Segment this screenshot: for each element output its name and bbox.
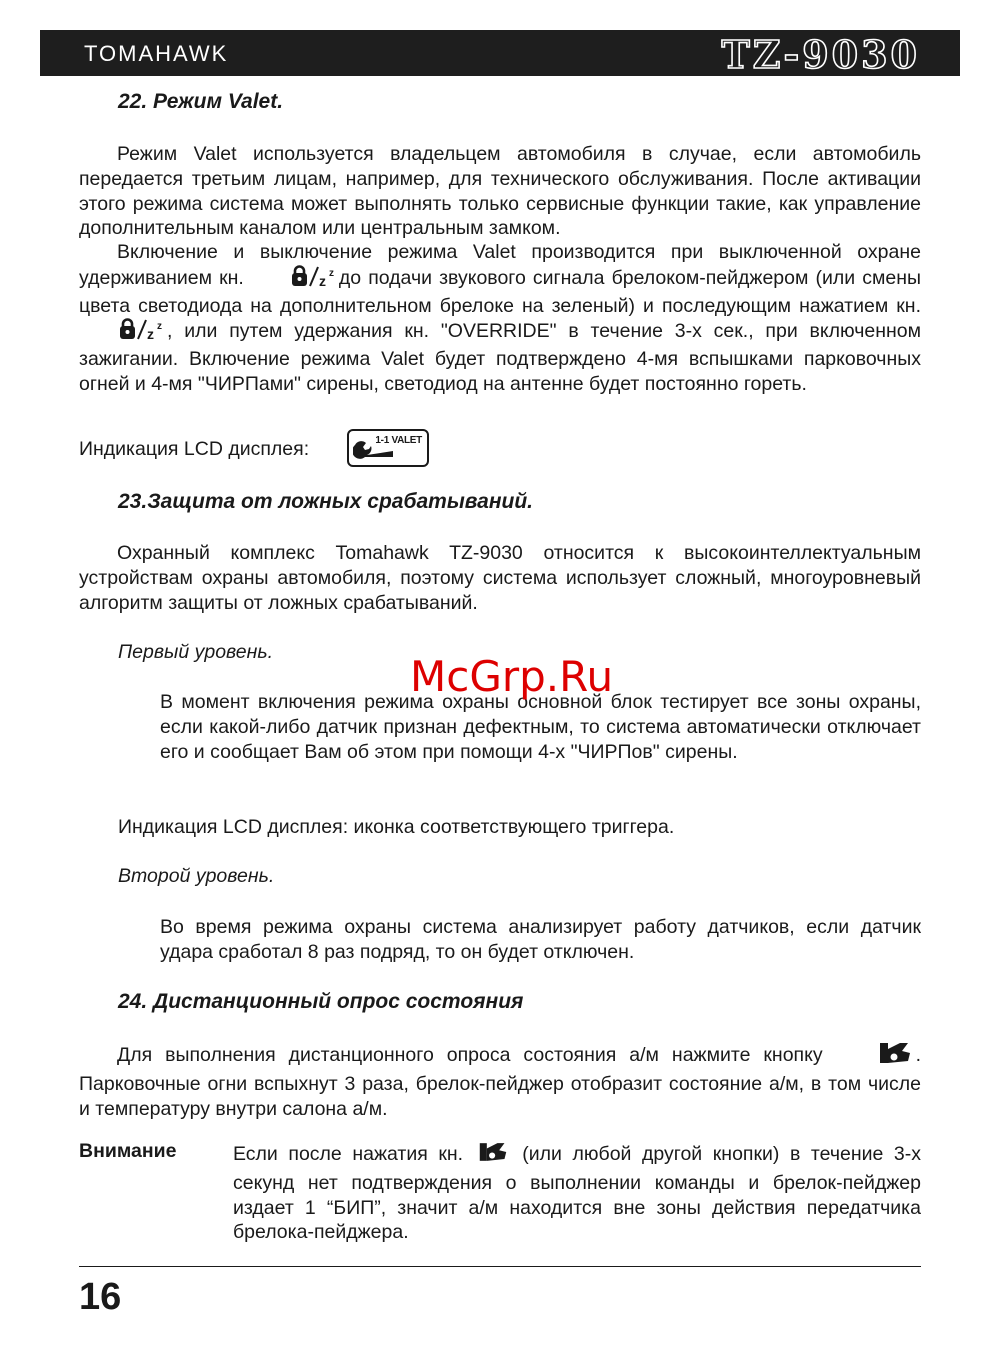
model-name: TZ-9030 xyxy=(721,32,920,77)
svg-text:z: z xyxy=(157,321,162,333)
p1-part-b: . Парковочные огни вспыхнут 3 раза, брелок-пейджер отобразит состояние а/м, в том числе и температуру внутри салона а/м. xyxy=(79,1044,921,1120)
section-23-paragraph-1: Охранный комплекс Tomahawk TZ-9030 относится к высокоинтеллектуальным устройствам охраны автомобиля, поэтому система использует сложный, многоуровневый алгоритм защиты от ложных срабатываний. xyxy=(79,542,921,614)
svg-text:z: z xyxy=(318,272,326,287)
svg-text:z: z xyxy=(147,326,154,341)
brand-name: TOMAHAWK xyxy=(84,41,229,66)
car-status-icon xyxy=(478,1140,508,1171)
svg-text:z: z xyxy=(328,267,334,279)
section-22-paragraph-1: Режим Valet используется владельцем автомобиля в случае, если автомобиль передается третьим лицам, например, для технического обслуживания. После активации этого режима система может выполнять только сервисные функции такие, как управление дополнительным каналом или центральным замком. xyxy=(79,143,921,240)
lock-zz-icon xyxy=(253,265,337,294)
attention-label: Внимание xyxy=(79,1140,177,1162)
section-22-paragraph-2 xyxy=(79,240,921,397)
p2-part-a: Включение и выключение режима Valet производится при выключенной охране удерживанием кн. xyxy=(79,241,921,289)
level-1-lcd-text: Индикация LCD дисплея: иконка соответствующего триггера. xyxy=(118,816,675,838)
section-24-title: 24. Дистанционный опрос состояния xyxy=(118,990,524,1013)
car-status-icon xyxy=(840,1041,912,1072)
attention-text xyxy=(233,1140,921,1245)
level-1-heading: Первый уровень. xyxy=(118,641,274,663)
level-2-heading: Второй уровень. xyxy=(118,865,275,887)
page-number: 16 xyxy=(79,1276,122,1318)
note-part-b: (или любой другой кнопки) в течение 3-х секунд нет подтверждения о выполнении команды и брелок-пейджер издает 1 “БИП”, значит а/м находится вне зоны действия передатчика брелока-пейджера. xyxy=(233,1143,922,1244)
note-part-a: Если после нажатия кн. xyxy=(233,1143,464,1165)
p1-part-a: Для выполнения дистанционного опроса состояния а/м нажмите кнопку xyxy=(117,1044,823,1066)
watermark: McGrp.Ru xyxy=(410,652,614,701)
p2-part-c: , или путем удержания кн. "OVERRIDE" в течение 3-х сек., при включенном зажигании. Включение режима Valet будет подтверждено 4-мя вспышками парковочных огней и 4-мя "ЧИРПами" сирены, светодиод на антенне будет постоянно гореть. xyxy=(79,320,921,395)
section-24-paragraph-1 xyxy=(79,1041,921,1121)
lock-zz-icon xyxy=(81,318,165,347)
level-1-text: В момент включения режима охраны основной блок тестирует все зоны охраны, если какой-либо датчик признан дефектным, то система автоматически отключает его и сообщает Вам об этом при помощи 4-х "ЧИРПов" сирены. xyxy=(160,691,921,763)
section-22-title: 22. Режим Valet. xyxy=(118,90,284,113)
page-header xyxy=(40,30,960,76)
footer-rule xyxy=(79,1266,921,1267)
level-2-text: Во время режима охраны система анализирует работу датчиков, если датчик удара сработал 8 раз подряд, то он будет отключен. xyxy=(160,916,921,963)
lcd-valet-text: 1-1 VALET xyxy=(375,435,422,446)
section-23-title: 23.Защита от ложных срабатываний. xyxy=(118,490,534,513)
lcd-label: Индикация LCD дисплея: xyxy=(79,438,310,460)
p2-part-b: до подачи звукового сигнала брелоком-пейджером (или смены цвета светодиода на дополнительном брелоке на зеленый) и последующим нажатием кн. xyxy=(79,266,921,317)
lcd-valet-indicator xyxy=(347,429,429,467)
